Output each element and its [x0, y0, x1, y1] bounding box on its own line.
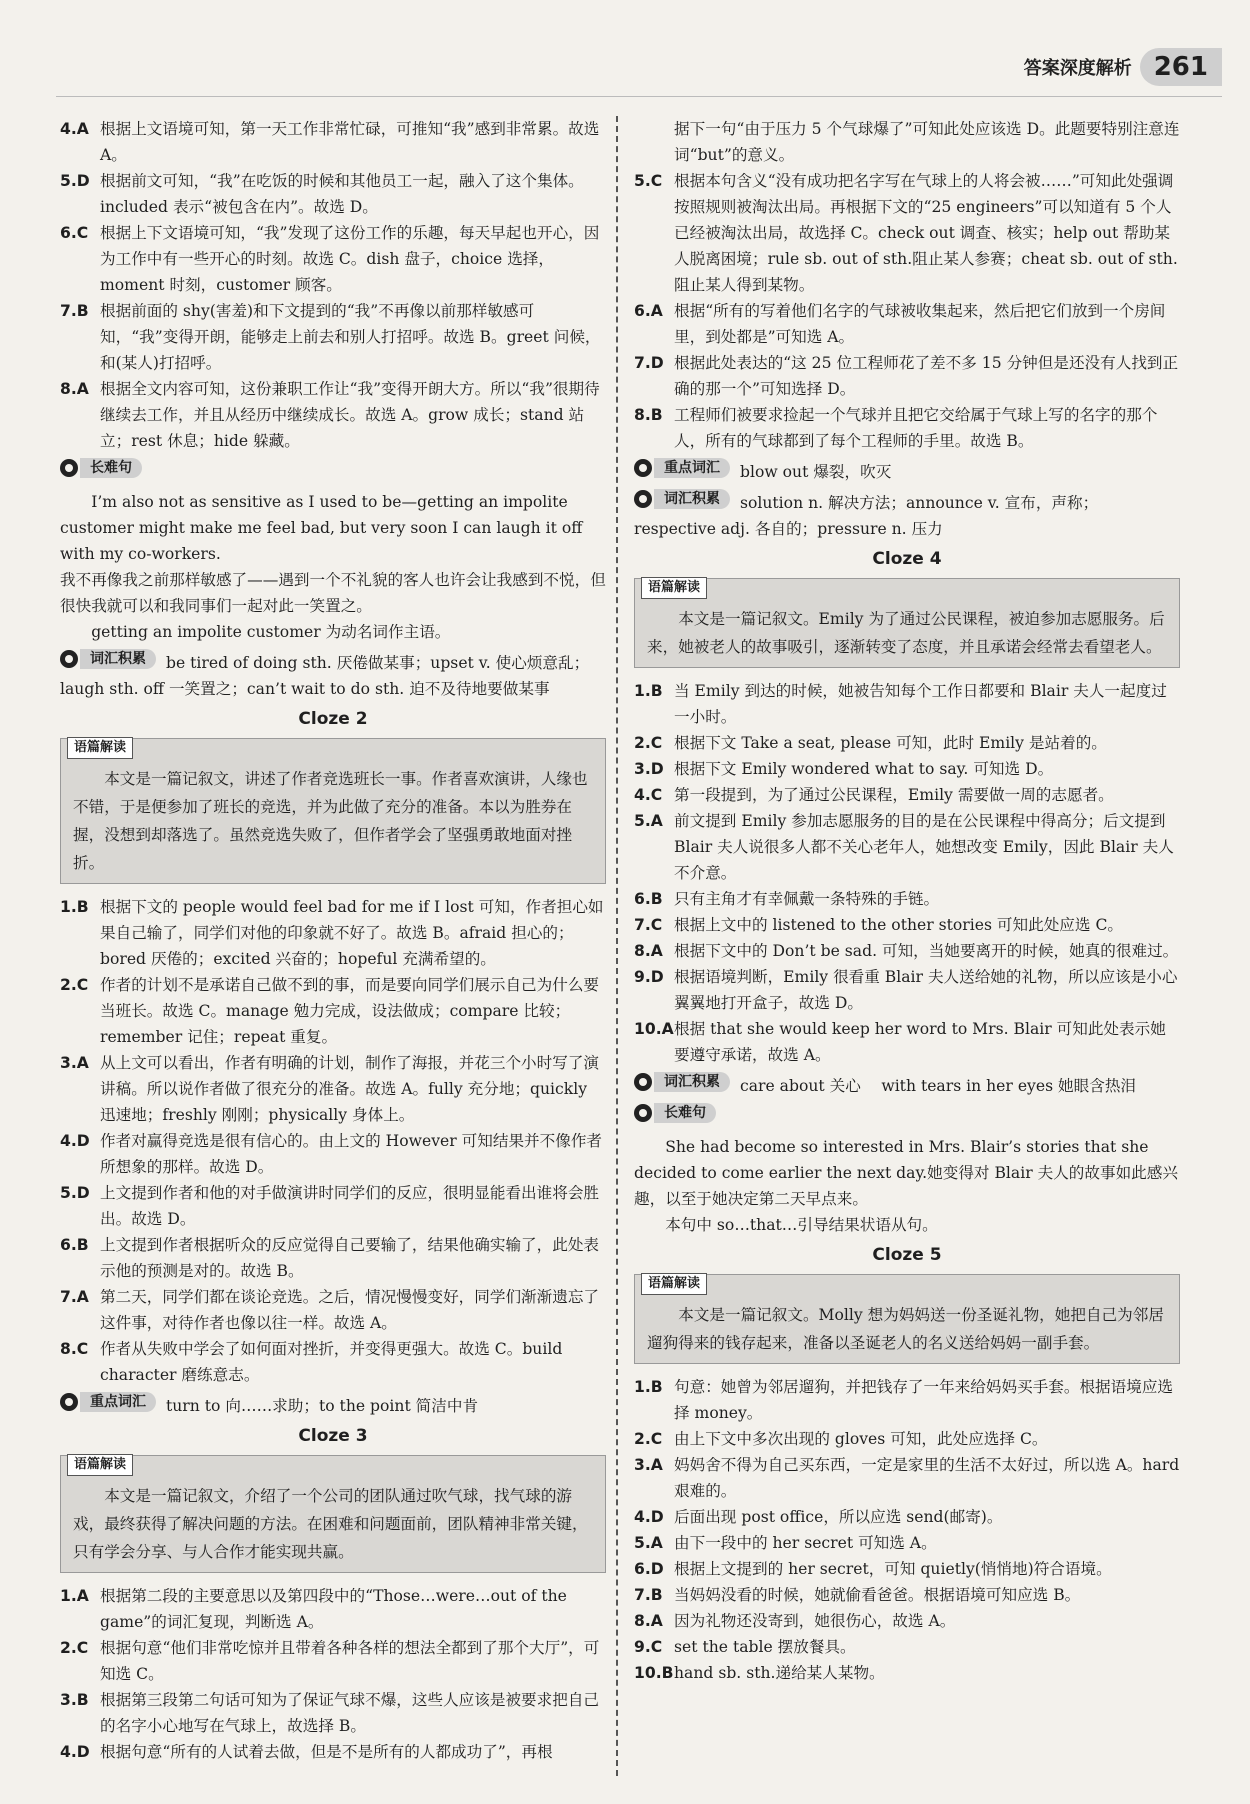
- answer-item: [634, 1582, 1180, 1608]
- long-sentence-en: I’m also not as sensitive as I used to be—getting an impolite customer might make me feel bad, but very soon I can laugh it off with my co-workers.: [60, 493, 583, 563]
- left-column: [60, 116, 606, 1765]
- cloze5-answers: [634, 1374, 1180, 1686]
- answer-explanation: 根据上文提到的 her secret，可知 quietly(悄悄地)符合语境。: [674, 1560, 1112, 1578]
- answer-item: [60, 1232, 606, 1284]
- answer-number: 6.D: [634, 1560, 664, 1578]
- answer-explanation: 工程师们被要求捡起一个气球并且把它交给属于气球上写的名字的那个人，所有的气球都到了每个工程师的手里。故选 B。: [674, 406, 1158, 450]
- answer-item: [634, 782, 1180, 808]
- answer-number: 2.C: [60, 976, 89, 994]
- summary-tag: 语篇解读: [67, 1454, 133, 1476]
- answer-item: [634, 756, 1180, 782]
- answer-number: 9.C: [634, 1638, 663, 1656]
- answer-explanation: 由上下文中多次出现的 gloves 可知，此处应选择 C。: [674, 1430, 1048, 1448]
- vocab-text: be tired of doing sth. 厌倦做某事；upset v. 使心烦意乱；laugh sth. off 一笑置之；can’t wait to do sth. 迫不及待地要做某事: [60, 654, 590, 698]
- answer-item: [634, 964, 1180, 1016]
- bullet-icon: [634, 1104, 652, 1122]
- cloze4-answers: [634, 678, 1180, 1068]
- summary-tag: 语篇解读: [641, 577, 707, 599]
- answer-explanation: 根据前文可知，“我”在吃饭的时候和其他员工一起，融入了这个集体。included 表示“被包含在内”。故选 D。: [100, 172, 584, 216]
- answer-explanation: 因为礼物还没寄到，她很伤心，故选 A。: [674, 1612, 956, 1630]
- answer-number: 7.B: [634, 1586, 663, 1604]
- answer-item: [634, 730, 1180, 756]
- bullet-icon: [60, 1393, 78, 1411]
- summary-tag: 语篇解读: [641, 1273, 707, 1295]
- vocab-section: 词汇积累 solution n. 解决方法；announce v. 宣布，声称；respective adj. 各自的；pressure n. 压力: [634, 491, 1099, 538]
- answer-item: [634, 886, 1180, 912]
- cloze4-summary: 本文是一篇记叙文。Emily 为了通过公民课程，被迫参加志愿服务。后来，她被老人的故事吸引，逐渐转变了态度，并且承诺会经常去看望老人。: [647, 610, 1165, 656]
- vocab-section-2: 词汇积累 care about 关心 with tears in her eyes 她眼含热泪: [634, 1072, 1180, 1099]
- answer-number: 1.B: [634, 682, 663, 700]
- key-words-section: 重点词汇 turn to 向……求助；to the point 简洁中肯: [60, 1392, 606, 1419]
- cloze3-title: Cloze 3: [298, 1426, 368, 1446]
- key-words-section: 重点词汇 blow out 爆裂，吹灭: [634, 458, 1180, 485]
- answer-number: 5.C: [634, 172, 663, 190]
- answer-explanation: 根据语境判断，Emily 很看重 Blair 夫人送给她的礼物，所以应该是小心翼翼地打开盒子，故选 D。: [674, 968, 1178, 1012]
- answer-explanation: 妈妈舍不得为自己买东西，一定是家里的生活不太好过，所以选 A。hard 艰难的。: [674, 1456, 1180, 1500]
- answer-explanation: 作者的计划不是承诺自己做不到的事，而是要向同学们展示自己为什么要当班长。故选 C。manage 勉力完成，设法做成；compare 比较；remember 记住；repeat 重复。: [100, 976, 600, 1046]
- answer-number: 1.B: [634, 1378, 663, 1396]
- cloze5-summary-box: [634, 1274, 1180, 1364]
- cloze1-answers-a: [60, 116, 606, 454]
- answer-number: 8.A: [634, 942, 663, 960]
- continued-text: 据下一句“由于压力 5 个气球爆了”可知此处应该选 D。此题要特别注意连词“but”的意义。: [674, 120, 1180, 164]
- answer-number: 3.D: [634, 760, 664, 778]
- answer-item: [60, 894, 606, 972]
- answer-number: 8.C: [60, 1340, 89, 1358]
- bullet-icon: [634, 490, 652, 508]
- answer-explanation: 当 Emily 到达的时候，她被告知每个工作日都要和 Blair 夫人一起度过一小时。: [674, 682, 1167, 726]
- cloze2-summary: 本文是一篇记叙文，讲述了作者竞选班长一事。作者喜欢演讲，人缘也不错，于是便参加了班长的竞选，并为此做了充分的准备。本以为胜券在握，没想到却落选了。虽然竞选失败了，但作者学会了坚强勇敢地面对挫折。: [73, 770, 588, 872]
- answer-explanation: 从上文可以看出，作者有明确的计划，制作了海报，并花三个小时写了演讲稿。所以说作者做了很充分的准备。故选 A。fully 充分地；quickly 迅速地；freshly 刚刚；physically 身体上。: [100, 1054, 600, 1124]
- answer-item: [634, 912, 1180, 938]
- answer-item: [634, 1374, 1180, 1426]
- vocab-text: solution n. 解决方法；announce v. 宣布，声称；respective adj. 各自的；pressure n. 压力: [634, 494, 1099, 538]
- answer-item: [634, 168, 1180, 298]
- long-sentence-note: getting an impolite customer 为动名词作主语。: [91, 623, 451, 641]
- answer-explanation: 作者从失败中学会了如何面对挫折，并变得更强大。故选 C。build character 磨练意志。: [100, 1340, 563, 1384]
- answer-explanation: 第二天，同学们都在谈论竞选。之后，情况慢慢变好，同学们渐渐遗忘了这件事，对待作者也像以往一样。故选 A。: [100, 1288, 600, 1332]
- answer-item: [60, 116, 606, 168]
- long-sentence-en: She had become so interested in Mrs. Blair’s stories that she decided to come earlier the next day.她变得对 Blair 夫人的故事如此感兴趣，以至于她决定第二天早点来。: [634, 1138, 1178, 1208]
- cloze4-summary-box: [634, 578, 1180, 668]
- answer-item: [60, 1336, 606, 1388]
- answer-explanation: 当妈妈没看的时候，她就偷看爸爸。根据语境可知应选 B。: [674, 1586, 1081, 1604]
- answer-number: 6.B: [60, 1236, 89, 1254]
- answer-item: [60, 972, 606, 1050]
- answer-explanation: 根据此处表达的“这 25 位工程师花了差不多 15 分钟但是还没有人找到正确的那一个”可知选择 D。: [674, 354, 1179, 398]
- answer-explanation: 根据前面的 shy(害羞)和下文提到的“我”不再像以前那样敏感可知，“我”变得开朗，能够走上前去和别人打招呼。故选 B。greet 问候，和(某人)打招呼。: [100, 302, 601, 372]
- answer-number: 7.A: [60, 1288, 89, 1306]
- answer-number: 5.D: [60, 172, 90, 190]
- answer-item: [634, 298, 1180, 350]
- answer-number: 5.A: [634, 1534, 663, 1552]
- answer-number: 6.C: [60, 224, 89, 242]
- answer-number: 2.C: [634, 1430, 663, 1448]
- answer-item: [60, 1739, 606, 1765]
- answer-explanation: 根据第三段第二句话可知为了保证气球不爆，这些人应该是被要求把自己的名字小心地写在气球上，故选择 B。: [100, 1691, 600, 1735]
- key-words-text: blow out 爆裂，吹灭: [740, 463, 892, 481]
- answer-explanation: 根据本句含义“没有成功把名字写在气球上的人将会被……”可知此处强调按照规则被淘汰出局。再根据下文的“25 engineers”可以知道有 5 个人已经被淘汰出局，故选择 C。check out 调查、核实；help out 帮助某人脱离困境；rule sb. out of sth.阻止某人参赛；cheat sb. out of sth.阻止某人得到某物。: [674, 172, 1178, 294]
- answer-number: 7.D: [634, 354, 664, 372]
- answer-explanation: 前文提到 Emily 参加志愿服务的目的是在公民课程中得高分；后文提到 Blair 夫人说很多人都不关心老年人，她想改变 Emily，因此 Blair 夫人不介意。: [674, 812, 1174, 882]
- answer-number: 1.B: [60, 898, 89, 916]
- answer-item: [634, 1504, 1180, 1530]
- cloze3-summary: 本文是一篇记叙文，介绍了一个公司的团队通过吹气球，找气球的游戏，最终获得了解决问题的方法。在困难和问题面前，团队精神非常关键，只有学会分享、与人合作才能实现共赢。: [73, 1487, 588, 1561]
- bullet-icon: [634, 1073, 652, 1091]
- answer-explanation: 根据下文 Emily wondered what to say. 可知选 D。: [674, 760, 1054, 778]
- answer-explanation: 根据 that she would keep her word to Mrs. Blair 可知此处表示她要遵守承诺，故选 A。: [674, 1020, 1166, 1064]
- right-column: [634, 116, 1180, 1686]
- cloze2-summary-box: [60, 738, 606, 884]
- answer-number: 4.D: [634, 1508, 664, 1526]
- answer-item: [634, 350, 1180, 402]
- answer-number: 10.A: [634, 1020, 674, 1038]
- vocab-section: 词汇积累 be tired of doing sth. 厌倦做某事；upset v. 使心烦意乱；laugh sth. off 一笑置之；can’t wait to do sth. 迫不及待地要做某事: [60, 651, 590, 698]
- answer-number: 9.D: [634, 968, 664, 986]
- answer-item: [60, 1687, 606, 1739]
- answer-explanation: 根据上文语境可知，第一天工作非常忙碌，可推知“我”感到非常累。故选 A。: [100, 120, 600, 164]
- answer-item: [60, 376, 606, 454]
- answer-item: [60, 220, 606, 298]
- answer-item: [60, 1180, 606, 1232]
- answer-explanation: 根据上下文语境可知，“我”发现了这份工作的乐趣，每天早起也开心，因为工作中有一些开心的时刻。故选 C。dish 盘子，choice 选择，moment 时刻，customer 顾客。: [100, 224, 600, 294]
- answer-number: 2.C: [634, 734, 663, 752]
- answer-item: [634, 1608, 1180, 1634]
- answer-explanation: 只有主角才有幸佩戴一条特殊的手链。: [674, 890, 940, 908]
- bullet-icon: [60, 459, 78, 477]
- cloze3-answers: [60, 1583, 606, 1765]
- answer-number: 8.A: [60, 380, 89, 398]
- answer-item: [634, 1556, 1180, 1582]
- long-sentence-label: 长难句: [60, 458, 606, 485]
- answer-explanation: hand sb. sth.递给某人某物。: [674, 1664, 885, 1682]
- cloze3-answers-b: [634, 168, 1180, 454]
- answer-item: [634, 678, 1180, 730]
- vocab-text: care about 关心 with tears in her eyes 她眼含热泪: [740, 1077, 1137, 1095]
- answer-item: [634, 1452, 1180, 1504]
- answer-explanation: 根据下文的 people would feel bad for me if I lost 可知，作者担心如果自己输了，同学们对他的印象就不好了。故选 B。afraid 担心的；bored 厌倦的；excited 兴奋的；hopeful 充满希望的。: [100, 898, 604, 968]
- bullet-icon: [634, 459, 652, 477]
- answer-number: 3.A: [60, 1054, 89, 1072]
- answer-number: 4.D: [60, 1132, 90, 1150]
- page-header: [1024, 48, 1222, 86]
- answer-number: 8.A: [634, 1612, 663, 1630]
- answer-explanation: 根据句意“他们非常吃惊并且带着各种各样的想法全都到了那个大厅”，可知选 C。: [100, 1639, 600, 1683]
- answer-explanation: 根据“所有的写着他们名字的气球被收集起来，然后把它们放到一个房间里，到处都是”可知选 A。: [674, 302, 1166, 346]
- answer-item: [634, 1660, 1180, 1686]
- answer-item: [60, 1284, 606, 1336]
- answer-item: [60, 298, 606, 376]
- answer-item: [634, 1530, 1180, 1556]
- answer-explanation: 由下一段中的 her secret 可知选 A。: [674, 1534, 937, 1552]
- answer-number: 3.A: [634, 1456, 663, 1474]
- cloze2-title: Cloze 2: [298, 709, 368, 729]
- answer-explanation: 根据第二段的主要意思以及第四段中的“Those…were…out of the game”的词汇复现，判断选 A。: [100, 1587, 567, 1631]
- cloze3-summary-box: [60, 1455, 606, 1573]
- answer-item: [60, 168, 606, 220]
- answer-explanation: 根据全文内容可知，这份兼职工作让“我”变得开朗大方。所以“我”很期待继续去工作，并且从经历中继续成长。故选 A。grow 成长；stand 站立；rest 休息；hide 躲藏。: [100, 380, 600, 450]
- answer-explanation: 根据下文 Take a seat, please 可知，此时 Emily 是站着的。: [674, 734, 1107, 752]
- answer-number: 7.C: [634, 916, 663, 934]
- answer-explanation: 作者对赢得竞选是很有信心的。由上文的 However 可知结果并不像作者所想象的那样。故选 D。: [100, 1132, 603, 1176]
- answer-explanation: set the table 摆放餐具。: [674, 1638, 856, 1656]
- answer-item: [634, 938, 1180, 964]
- answer-number: 10.B: [634, 1664, 674, 1682]
- column-divider: [616, 116, 618, 1776]
- answer-item: [60, 1050, 606, 1128]
- answer-explanation: 根据句意“所有的人试着去做，但是不是所有的人都成功了”，再根: [100, 1743, 553, 1761]
- answer-explanation: 上文提到作者和他的对手做演讲时同学们的反应，很明显能看出谁将会胜出。故选 D。: [100, 1184, 600, 1228]
- answer-explanation: 后面出现 post office，所以应选 send(邮寄)。: [674, 1508, 1003, 1526]
- answer-explanation: 第一段提到，为了通过公民课程，Emily 需要做一周的志愿者。: [674, 786, 1114, 804]
- long-sentence-cn: 我不再像我之前那样敏感了——遇到一个不礼貌的客人也许会让我感到不悦，但很快我就可以和我同事们一起对此一笑置之。: [60, 571, 606, 615]
- bullet-icon: [60, 650, 78, 668]
- answer-number: 5.D: [60, 1184, 90, 1202]
- answer-explanation: 根据下文中的 Don’t be sad. 可知，当她要离开的时候，她真的很难过。: [674, 942, 1179, 960]
- answer-item: [60, 1128, 606, 1180]
- answer-number: 1.A: [60, 1587, 89, 1605]
- summary-tag: 语篇解读: [67, 737, 133, 759]
- long-sentence-label: 长难句: [634, 1103, 1180, 1130]
- answer-item: [60, 1583, 606, 1635]
- answer-number: 4.D: [60, 1743, 90, 1761]
- header-rule: [56, 96, 1222, 97]
- answer-number: 6.B: [634, 890, 663, 908]
- answer-number: 2.C: [60, 1639, 89, 1657]
- answer-number: 6.A: [634, 302, 663, 320]
- answer-number: 4.C: [634, 786, 663, 804]
- key-words-text: turn to 向……求助；to the point 简洁中肯: [166, 1397, 479, 1415]
- answer-explanation: 根据上文中的 listened to the other stories 可知此处应选 C。: [674, 916, 1123, 934]
- header-title: 答案深度解析: [1023, 58, 1132, 79]
- answer-number: 3.B: [60, 1691, 89, 1709]
- answer-number: 7.B: [60, 302, 89, 320]
- answer-explanation: 句意：她曾为邻居遛狗，并把钱存了一年来给妈妈买手套。根据语境应选择 money。: [674, 1378, 1174, 1422]
- answer-number: 8.B: [634, 406, 663, 424]
- cloze5-summary: 本文是一篇记叙文。Molly 想为妈妈送一份圣诞礼物，她把自己为邻居遛狗得来的钱存起来，准备以圣诞老人的名义送给妈妈一副手套。: [647, 1306, 1164, 1352]
- answer-item: [634, 1426, 1180, 1452]
- cloze5-title: Cloze 5: [872, 1245, 942, 1265]
- answer-item: [634, 402, 1180, 454]
- answer-number: 4.A: [60, 120, 89, 138]
- answer-item: [60, 1635, 606, 1687]
- page-number: 261: [1140, 48, 1222, 86]
- answer-item: [634, 1016, 1180, 1068]
- long-sentence-note: 本句中 so…that…引导结果状语从句。: [665, 1216, 938, 1234]
- cloze2-answers: [60, 894, 606, 1388]
- answer-explanation: 上文提到作者根据听众的反应觉得自己要输了，结果他确实输了，此处表示他的预测是对的。故选 B。: [100, 1236, 600, 1280]
- answer-number: 5.A: [634, 812, 663, 830]
- answer-item: [634, 808, 1180, 886]
- answer-item: [634, 1634, 1180, 1660]
- cloze4-title: Cloze 4: [872, 549, 942, 569]
